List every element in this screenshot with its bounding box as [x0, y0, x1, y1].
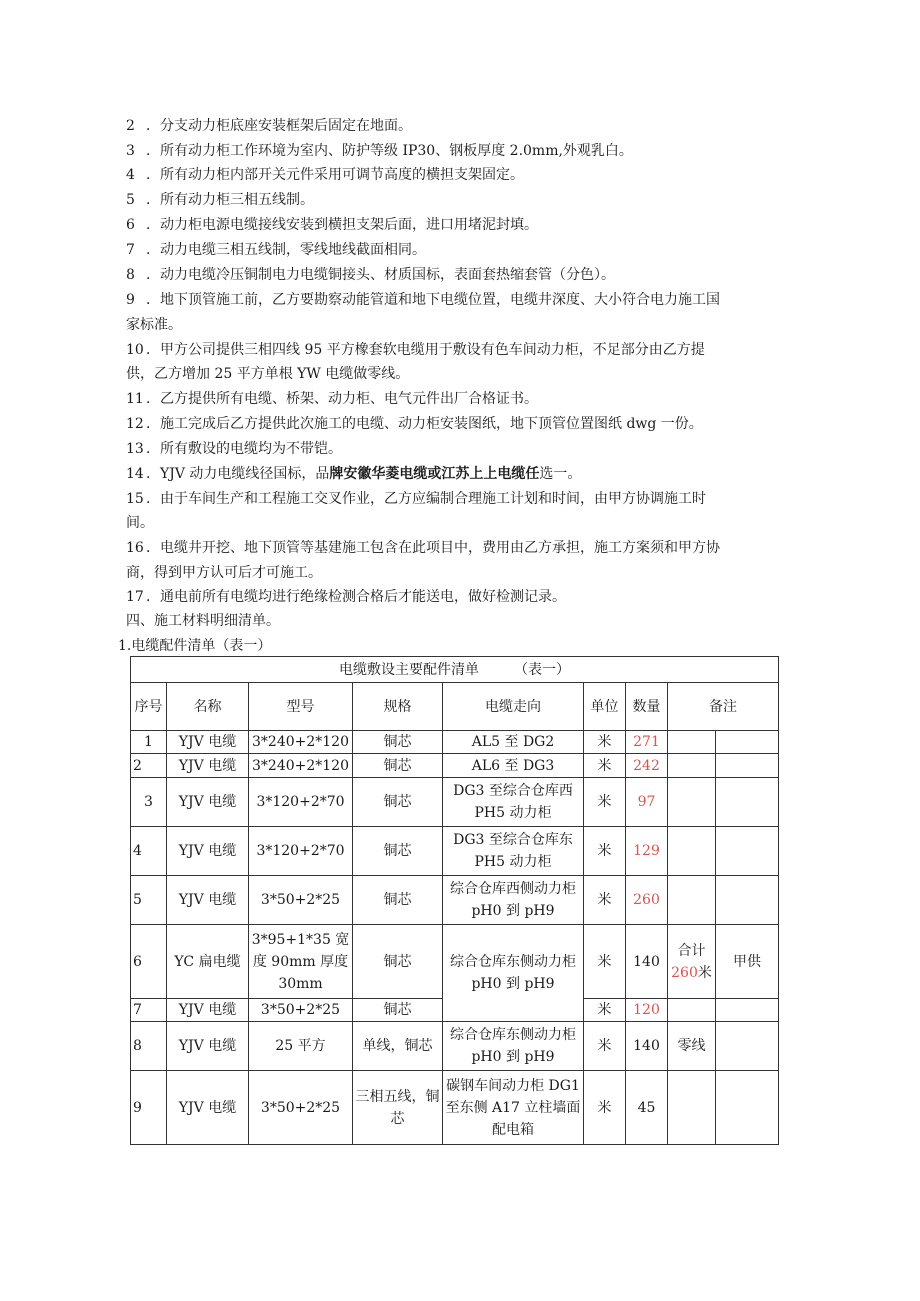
- cell-route: 碳钢车间动力柜 DG1 至东侧 A17 立柱墙面配电箱: [443, 1071, 584, 1145]
- cell-model: 3*120+2*70: [249, 827, 353, 876]
- cell-unit: 米: [584, 999, 626, 1022]
- cell-remark-a: [668, 754, 716, 778]
- cell-unit: 米: [584, 754, 626, 778]
- cell-remark-b: [716, 754, 779, 778]
- item-12: 12 ．施工完成后乙方提供此次施工的电缆、动力柜安装图纸，地下顶管位置图纸 dwg 一份。: [126, 416, 703, 432]
- cell-remark-b: [716, 876, 779, 925]
- header-name: 名称: [167, 683, 249, 731]
- cell-remark-a: [668, 827, 716, 876]
- table-title: 电缆敷设主要配件清单 （表一）: [131, 657, 779, 683]
- item-13: 13 ．所有敷设的电缆均为不带铠。: [126, 441, 342, 457]
- cell-remark-b: [716, 1071, 779, 1145]
- cell-spec: 单线，铜芯: [353, 1022, 443, 1071]
- item-8: 8 ．动力电缆冷压铜制电力电缆铜接头、材质国标，表面套热缩套管（分色）。: [126, 267, 615, 283]
- cell-qty: 140: [626, 925, 668, 999]
- cell-model: 3*50+2*25: [249, 1071, 353, 1145]
- item-2: 2 ．分支动力柜底座安装框架后固定在地面。: [126, 118, 412, 134]
- item-17: 17 ．通电前所有电缆均进行绝缘检测合格后才能送电，做好检测记录。: [126, 589, 566, 605]
- item-15: 15 ．由于车间生产和工程施工交叉作业，乙方应编制合理施工计划和时间，由甲方协调施工时: [126, 491, 706, 507]
- item-6: 6 ．动力柜电源电缆接线安装到横担支架后面，进口用堵泥封填。: [126, 217, 538, 233]
- table-row: [131, 1022, 779, 1071]
- table-row: [131, 827, 779, 876]
- cell-spec: 铜芯: [353, 876, 443, 925]
- cell-route: DG3 至综合仓库西 PH5 动力柜: [443, 778, 584, 827]
- item-7: 7 ．动力电缆三相五线制，零线地线截面相同。: [126, 242, 426, 258]
- cell-spec: 铜芯: [353, 754, 443, 778]
- cell-spec: 铜芯: [353, 925, 443, 999]
- cell-unit: 米: [584, 778, 626, 827]
- item-11: 11 ．乙方提供所有电缆、桥架、动力柜、电气元件出厂合格证书。: [126, 391, 538, 407]
- table-caption: 1.电缆配件清单（表一）: [118, 638, 272, 654]
- cell-unit: 米: [584, 1071, 626, 1145]
- header-seq: 序号: [131, 683, 167, 731]
- cell-name: YJV 电缆: [167, 827, 249, 876]
- cell-seq: 5: [131, 876, 167, 925]
- cell-qty: 242: [626, 754, 668, 778]
- cell-qty: 140: [626, 1022, 668, 1071]
- cell-seq: 7: [131, 999, 167, 1022]
- cell-unit: 米: [584, 1022, 626, 1071]
- item-16-cont: 商，得到甲方认可后才可施工。: [126, 565, 322, 581]
- header-remark: 备注: [668, 683, 779, 731]
- cable-parts-table: [130, 656, 779, 1145]
- cell-seq: 4: [131, 827, 167, 876]
- table-row: [131, 925, 779, 999]
- cell-name: YJV 电缆: [167, 1071, 249, 1145]
- cell-qty: 129: [626, 827, 668, 876]
- cell-route: DG3 至综合仓库东 PH5 动力柜: [443, 827, 584, 876]
- section-title: 四、施工材料明细清单。: [126, 613, 280, 629]
- cell-remark-a: 合计 260米: [668, 925, 716, 999]
- cell-model: 3*120+2*70: [249, 778, 353, 827]
- cell-remark-b: [716, 1022, 779, 1071]
- cell-model: 3*50+2*25: [249, 999, 353, 1022]
- table-row: [131, 876, 779, 925]
- cell-spec: 铜芯: [353, 731, 443, 754]
- header-route: 电缆走向: [443, 683, 584, 731]
- cell-qty: 271: [626, 731, 668, 754]
- cell-seq: 2: [131, 754, 167, 778]
- cell-route: 综合仓库西侧动力柜 pH0 到 pH9: [443, 876, 584, 925]
- table-row: [131, 778, 779, 827]
- cell-model: 3*50+2*25: [249, 876, 353, 925]
- cell-seq: 9: [131, 1071, 167, 1145]
- cell-route: AL6 至 DG3: [443, 754, 584, 778]
- cell-seq: 8: [131, 1022, 167, 1071]
- cell-model: 3*240+2*120: [249, 754, 353, 778]
- cell-unit: 米: [584, 925, 626, 999]
- cell-qty: 97: [626, 778, 668, 827]
- item-15-cont: 间。: [126, 515, 154, 531]
- table-row: [131, 1071, 779, 1145]
- cell-spec: 铜芯: [353, 827, 443, 876]
- cell-route: AL5 至 DG2: [443, 731, 584, 754]
- item-16: 16 ．电缆井开挖、地下顶管等基建施工包含在此项目中，费用由乙方承担，施工方案须和甲方协: [126, 540, 720, 556]
- cell-remark-b: 甲供: [716, 925, 779, 999]
- cell-spec: 三相五线，铜芯: [353, 1071, 443, 1145]
- header-qty: 数量: [626, 683, 668, 731]
- item-9: 9 ．地下顶管施工前，乙方要勘察动能管道和地下电缆位置，电缆井深度、大小符合电力施工国: [126, 292, 720, 308]
- cell-qty: 260: [626, 876, 668, 925]
- cell-name: YJV 电缆: [167, 1022, 249, 1071]
- header-model: 型号: [249, 683, 353, 731]
- cell-remark-a: [668, 876, 716, 925]
- item-5: 5 ．所有动力柜三相五线制。: [126, 192, 314, 208]
- cell-model: 3*95+1*35 宽度 90mm 厚度 30mm: [249, 925, 353, 999]
- header-spec: 规格: [353, 683, 443, 731]
- item-10: 10 ．甲方公司提供三相四线 95 平方橡套软电缆用于敷设有色车间动力柜，不足部分由乙方提: [126, 342, 705, 358]
- cell-remark-a: 零线: [668, 1022, 716, 1071]
- item-10-cont: 供，乙方增加 25 平方单根 YW 电缆做零线。: [126, 366, 410, 382]
- item-4: 4 ．所有动力柜内部开关元件采用可调节高度的横担支架固定。: [126, 167, 524, 183]
- cell-spec: 铜芯: [353, 778, 443, 827]
- cell-seq: 3: [131, 778, 167, 827]
- cell-spec: 铜芯: [353, 999, 443, 1022]
- item-9-cont: 家标准。: [126, 317, 182, 333]
- cell-qty: 120: [626, 999, 668, 1022]
- cell-unit: 米: [584, 876, 626, 925]
- cell-seq: 1: [131, 731, 167, 754]
- cell-name: YJV 电缆: [167, 876, 249, 925]
- cell-remark-a: [668, 999, 716, 1022]
- cell-remark-b: [716, 827, 779, 876]
- cell-qty: 45: [626, 1071, 668, 1145]
- cell-name: YJV 电缆: [167, 754, 249, 778]
- header-unit: 单位: [584, 683, 626, 731]
- cell-model: 25 平方: [249, 1022, 353, 1071]
- cell-remark-b: [716, 999, 779, 1022]
- cell-name: YJV 电缆: [167, 999, 249, 1022]
- cell-name: YC 扁电缆: [167, 925, 249, 999]
- cell-remark-a: [668, 731, 716, 754]
- table-header-row: [131, 683, 779, 731]
- cell-seq: 6: [131, 925, 167, 999]
- cell-remark-b: [716, 778, 779, 827]
- cell-remark-b: [716, 731, 779, 754]
- item-14: 14 ．YJV 动力电缆线径国标，品牌安徽华菱电缆或江苏上上电缆任选一。: [126, 466, 582, 482]
- cell-name: YJV 电缆: [167, 731, 249, 754]
- item-3: 3 ．所有动力柜工作环境为室内、防护等级 IP30、钢板厚度 2.0mm,外观乳白。: [126, 143, 633, 159]
- cell-model: 3*240+2*120: [249, 731, 353, 754]
- cell-unit: 米: [584, 827, 626, 876]
- table-row: [131, 731, 779, 754]
- table-row: [131, 754, 779, 778]
- cell-unit: 米: [584, 731, 626, 754]
- cell-route: 综合仓库东侧动力柜 pH0 到 pH9: [443, 1022, 584, 1071]
- cell-name: YJV 电缆: [167, 778, 249, 827]
- table-title-row: [131, 657, 779, 683]
- cell-route: 综合仓库东侧动力柜 pH0 到 pH9: [443, 925, 584, 1022]
- cell-remark-a: [668, 778, 716, 827]
- cell-remark-a: [668, 1071, 716, 1145]
